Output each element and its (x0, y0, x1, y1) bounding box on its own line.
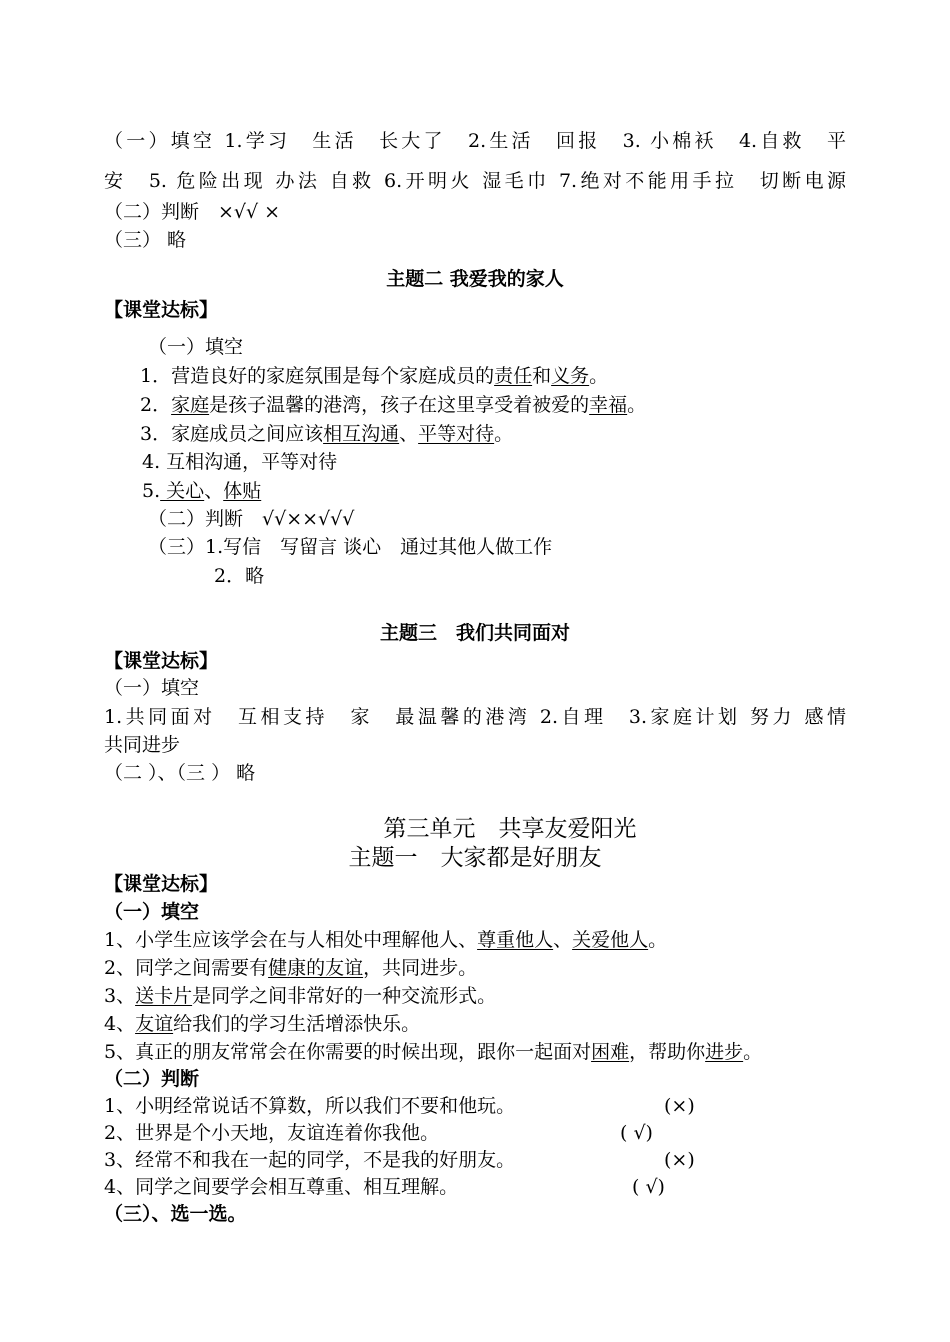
topic2-q2: 2．家庭是孩子温馨的港湾，孩子在这里享受着被爱的幸福。 (140, 394, 647, 416)
topic2-part3-2: 2．略 (214, 565, 265, 587)
topic2-judge: （二）判断 √√××√√√ (148, 508, 355, 530)
topic2-q3: 3．家庭成员之间应该相互沟通、平等对待。 (140, 423, 514, 445)
judge-item-1: 1、小明经常说话不算数，所以我们不要和他玩。 (104, 1095, 516, 1117)
topic3-fill-line1: 1.共同面对 互相支持 家 最温馨的港湾 2.自理 3.家庭计划 努力 感情 (104, 706, 846, 728)
topic2-q4: 4. 互相沟通，平等对待 (142, 451, 338, 473)
topic2-q1: 1．营造良好的家庭氛围是每个家庭成员的责任和义务。 (140, 365, 609, 387)
unit3-q4: 4、友谊给我们的学习生活增添快乐。 (104, 1013, 421, 1035)
unit3-q1: 1、小学生应该学会在与人相处中理解他人、尊重他人、关爱他人。 (104, 929, 668, 951)
unit3-topic-title: 主题一 大家都是好朋友 (348, 845, 602, 871)
topic1-judge: （二）判断 ×√√ × (104, 201, 281, 223)
unit3-q2: 2、同学之间需要有健康的友谊，共同进步。 (104, 957, 478, 979)
unit3-title: 第三单元 共享友爱阳光 (383, 816, 637, 842)
topic2-fill-label: （一）填空 (148, 336, 244, 358)
unit3-section-heading: 【课堂达标】 (104, 873, 219, 895)
topic2-part3-1: （三）1.写信 写留言 谈心 通过其他人做工作 (148, 536, 553, 558)
judge-item-3: 3、经常不和我在一起的同学，不是我的好朋友。 (104, 1149, 516, 1171)
topic3-rest: （二 ）、（三 ） 略 (104, 762, 256, 784)
topic2-q5: 5. 关心、体贴 (142, 480, 262, 502)
topic3-fill-line2: 共同进步 (104, 734, 181, 756)
topic3-title: 主题三 我们共同面对 (379, 622, 570, 644)
unit3-q5: 5、真正的朋友常常会在你需要的时候出现，跟你一起面对困难，帮助你进步。 (104, 1041, 763, 1063)
judge-mark-3: (×) (664, 1149, 695, 1171)
topic2-title: 主题二 我爱我的家人 (386, 268, 564, 290)
topic3-section-heading: 【课堂达标】 (104, 650, 219, 672)
topic1-fill-line2: 安 5. 危险出现 办法 自救 6.开明火 湿毛巾 7.绝对不能用手拉 切断电源 (104, 170, 846, 192)
topic1-fill-line1: （一）填空 1.学习 生活 长大了 2.生活 回报 3. 小棉袄 4.自救 平 (104, 130, 846, 152)
judge-mark-4: ( √) (632, 1176, 665, 1198)
unit3-fill-label: （一）填空 (104, 901, 200, 923)
topic3-fill-label: （一）填空 (104, 677, 200, 699)
judge-item-4: 4、同学之间要学会相互尊重、相互理解。 (104, 1176, 459, 1198)
topic2-section-heading: 【课堂达标】 (104, 299, 219, 321)
judge-item-2: 2、世界是个小天地，友谊连着你我他。 (104, 1122, 440, 1144)
unit3-q3: 3、送卡片是同学之间非常好的一种交流形式。 (104, 985, 497, 1007)
topic1-part3: （三） 略 (104, 229, 187, 251)
judge-mark-2: ( √) (620, 1122, 653, 1144)
judge-mark-1: (×) (664, 1095, 695, 1117)
unit3-choose-label: （三）、选一选。 (104, 1203, 247, 1225)
unit3-judge-label: （二）判断 (104, 1068, 200, 1090)
